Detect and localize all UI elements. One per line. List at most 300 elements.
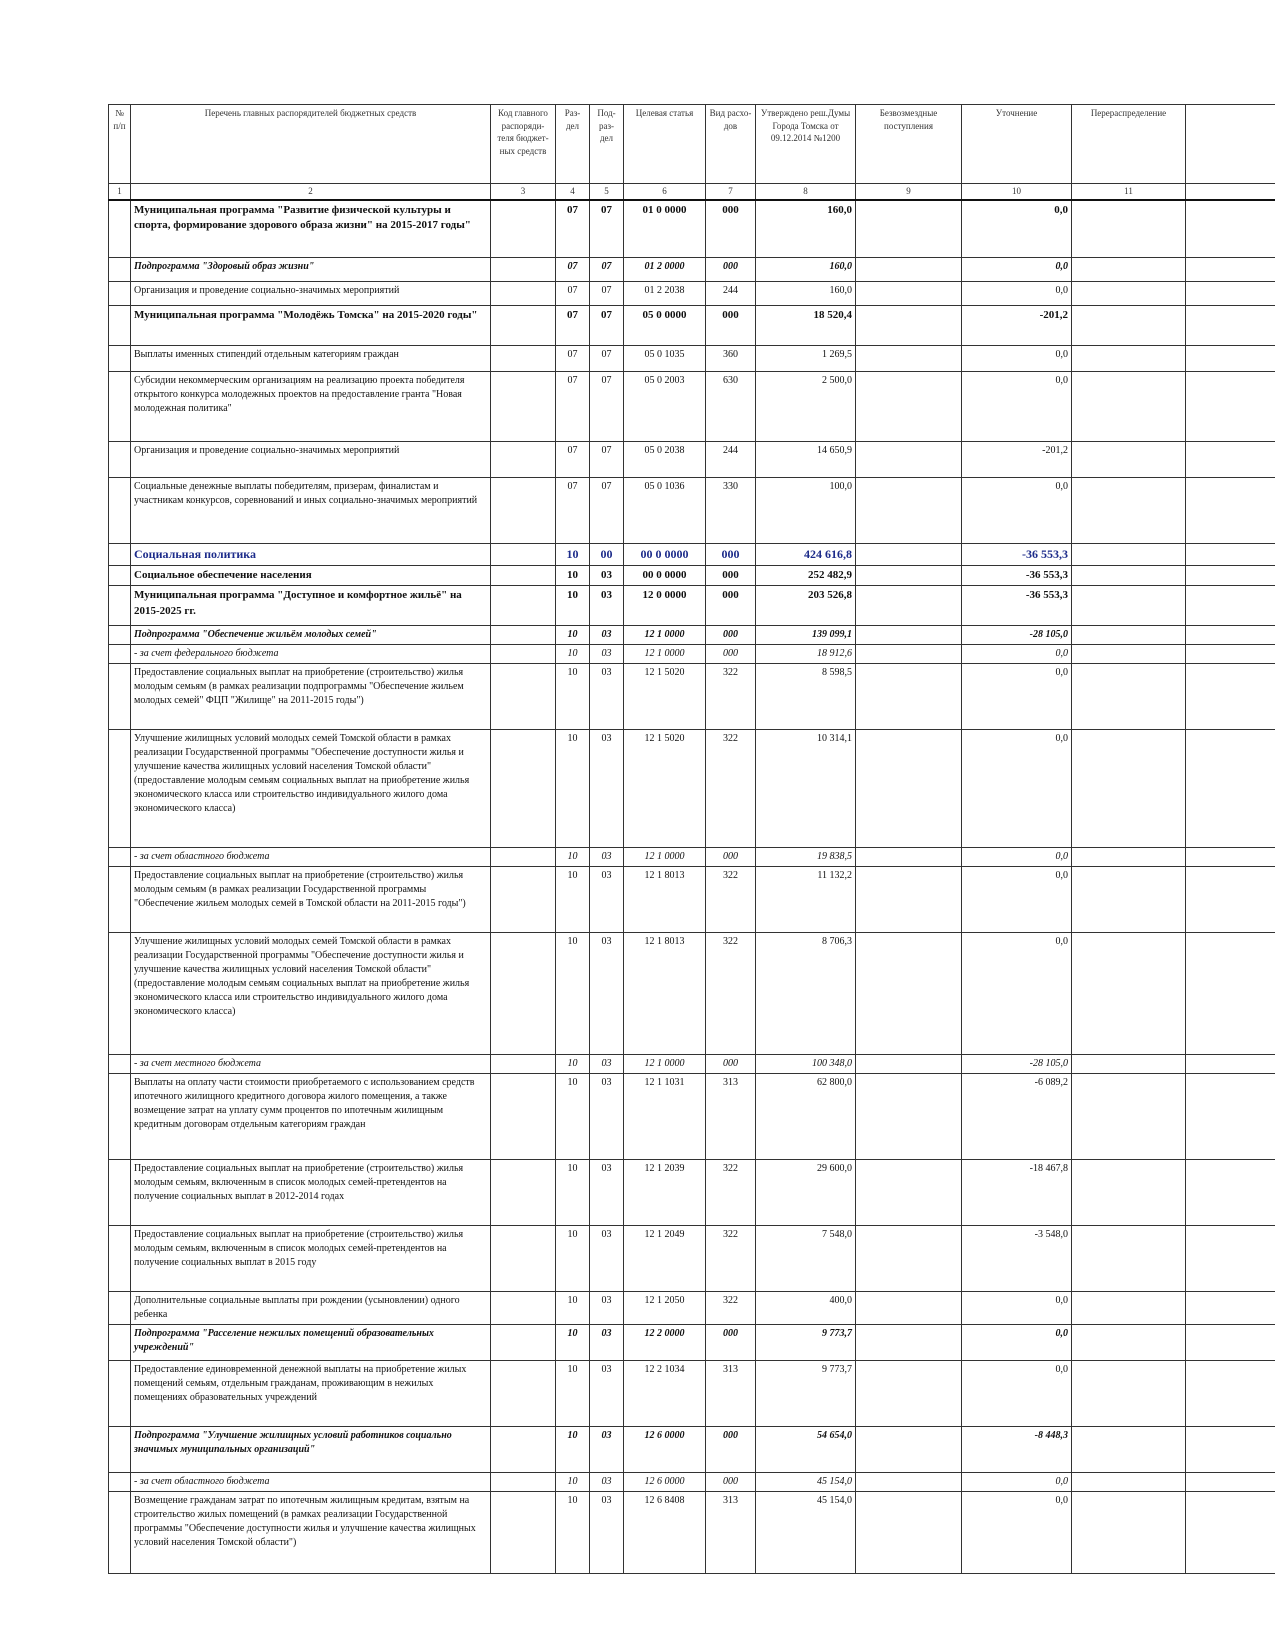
row-podrazdel: 03 [590, 1160, 624, 1226]
row-name: Муниципальная программа "Молодёжь Томска" на 2015-2020 годы" [131, 306, 491, 346]
budget-rows [109, 200, 1275, 1574]
row-free [856, 372, 962, 442]
row-name: Социальное обеспечение населения [131, 565, 491, 585]
row-redistribution [1072, 200, 1186, 258]
row-adjustment: 0,0 [962, 258, 1072, 282]
row-free [856, 1292, 962, 1325]
table-row [109, 664, 1275, 730]
row-target: 12 1 8013 [624, 867, 706, 933]
row-approved: 160,0 [756, 200, 856, 258]
row-number [109, 1074, 131, 1160]
table-row [109, 200, 1275, 258]
row-extra [1186, 1226, 1275, 1292]
row-extra [1186, 626, 1275, 645]
row-target: 12 1 2039 [624, 1160, 706, 1226]
row-vid: 000 [706, 544, 756, 566]
row-approved: 45 154,0 [756, 1473, 856, 1492]
row-target: 12 6 8408 [624, 1492, 706, 1574]
row-approved: 54 654,0 [756, 1427, 856, 1473]
row-razdel: 10 [556, 544, 590, 566]
row-adjustment: 0,0 [962, 1492, 1072, 1574]
row-extra [1186, 1325, 1275, 1361]
column-number-row [109, 184, 1275, 200]
header-cell: Под-раз-дел [590, 105, 624, 184]
table-row [109, 1427, 1275, 1473]
row-extra [1186, 1427, 1275, 1473]
row-redistribution [1072, 586, 1186, 626]
row-name: Предоставление социальных выплат на приобретение (строительство) жилья молодым семьям, включенным в список молодых семей-претендентов на получение социальных выплат в 2012-2014 годах [131, 1160, 491, 1226]
row-vid: 000 [706, 258, 756, 282]
row-vid: 322 [706, 730, 756, 848]
column-number: 4 [556, 184, 590, 200]
row-free [856, 306, 962, 346]
row-adjustment: -36 553,3 [962, 544, 1072, 566]
row-name: Муниципальная программа "Доступное и комфортное жильё" на 2015-2025 гг. [131, 586, 491, 626]
row-extra [1186, 258, 1275, 282]
row-podrazdel: 03 [590, 664, 624, 730]
row-number [109, 1473, 131, 1492]
row-vid: 000 [706, 645, 756, 664]
row-name: Предоставление единовременной денежной выплаты на приобретение жилых помещений семьям, отдельным гражданам, проживающим в нежилых помещениях образовательных учреждений [131, 1361, 491, 1427]
row-razdel: 10 [556, 1492, 590, 1574]
row-approved: 100,0 [756, 478, 856, 544]
row-name: Дополнительные социальные выплаты при рождении (усыновлении) одного ребенка [131, 1292, 491, 1325]
row-adjustment: -201,2 [962, 306, 1072, 346]
row-target: 05 0 0000 [624, 306, 706, 346]
row-number [109, 848, 131, 867]
row-razdel: 10 [556, 586, 590, 626]
row-code [491, 1055, 556, 1074]
table-row [109, 1055, 1275, 1074]
row-code [491, 664, 556, 730]
row-extra [1186, 933, 1275, 1055]
row-adjustment: 0,0 [962, 200, 1072, 258]
row-vid: 360 [706, 346, 756, 372]
row-adjustment: -36 553,3 [962, 586, 1072, 626]
row-extra [1186, 1074, 1275, 1160]
table-row [109, 565, 1275, 585]
row-target: 00 0 0000 [624, 544, 706, 566]
row-extra [1186, 442, 1275, 478]
row-vid: 630 [706, 372, 756, 442]
row-extra [1186, 282, 1275, 306]
row-name: Подпрограмма "Обеспечение жильём молодых семей" [131, 626, 491, 645]
table-row [109, 282, 1275, 306]
table-row [109, 626, 1275, 645]
row-podrazdel: 03 [590, 626, 624, 645]
row-target: 01 0 0000 [624, 200, 706, 258]
row-name: Улучшение жилищных условий молодых семей Томской области в рамках реализации Государственной программы "Обеспечение доступности жилья и улучшение качества жилищных условий населения Томской области" (предоставление молодым семьям социальных выплат на приобретение жилья экономического класса или строительство индивидуального жилого дома экономического класса) [131, 933, 491, 1055]
row-extra [1186, 1492, 1275, 1574]
row-podrazdel: 07 [590, 372, 624, 442]
row-approved: 1 269,5 [756, 346, 856, 372]
row-approved: 29 600,0 [756, 1160, 856, 1226]
row-code [491, 1325, 556, 1361]
row-vid: 000 [706, 1055, 756, 1074]
row-name: Социальная политика [131, 544, 491, 566]
row-target: 05 0 1035 [624, 346, 706, 372]
row-adjustment: 0,0 [962, 1292, 1072, 1325]
row-code [491, 586, 556, 626]
row-approved: 7 548,0 [756, 1226, 856, 1292]
row-vid: 000 [706, 626, 756, 645]
column-number: 10 [962, 184, 1072, 200]
row-razdel: 10 [556, 1361, 590, 1427]
row-code [491, 478, 556, 544]
row-adjustment: 0,0 [962, 933, 1072, 1055]
row-razdel: 10 [556, 645, 590, 664]
row-razdel: 10 [556, 1055, 590, 1074]
row-target: 12 2 1034 [624, 1361, 706, 1427]
row-adjustment: -8 448,3 [962, 1427, 1072, 1473]
row-code [491, 1074, 556, 1160]
row-redistribution [1072, 1074, 1186, 1160]
table-row [109, 346, 1275, 372]
row-target: 12 6 0000 [624, 1427, 706, 1473]
row-adjustment: 0,0 [962, 1325, 1072, 1361]
row-adjustment: -201,2 [962, 442, 1072, 478]
row-target: 01 2 0000 [624, 258, 706, 282]
row-adjustment: -18 467,8 [962, 1160, 1072, 1226]
row-code [491, 626, 556, 645]
row-approved: 100 348,0 [756, 1055, 856, 1074]
row-approved: 8 598,5 [756, 664, 856, 730]
row-name: Выплаты на оплату части стоимости приобретаемого с использованием средств ипотечного жилищного кредитного договора жилого помещения, а также возмещение затрат на уплату сумм процентов по ипотечным жилищным кредитным договорам отдельным категориям граждан [131, 1074, 491, 1160]
row-name: Возмещение гражданам затрат по ипотечным жилищным кредитам, взятым на строительство жилых помещений (в рамках реализации Государственной программы "Обеспечение доступности жилья и улучшение качества жилищных условий населения Томской области") [131, 1492, 491, 1574]
row-target: 12 1 0000 [624, 626, 706, 645]
row-extra [1186, 1160, 1275, 1226]
row-vid: 322 [706, 867, 756, 933]
row-vid: 322 [706, 1292, 756, 1325]
row-approved: 9 773,7 [756, 1361, 856, 1427]
row-name: - за счет местного бюджета [131, 1055, 491, 1074]
row-podrazdel: 07 [590, 478, 624, 544]
row-approved: 62 800,0 [756, 1074, 856, 1160]
budget-sheet [108, 104, 1275, 1574]
row-vid: 000 [706, 200, 756, 258]
row-approved: 2 500,0 [756, 372, 856, 442]
row-podrazdel: 03 [590, 1226, 624, 1292]
row-extra [1186, 664, 1275, 730]
row-approved: 424 616,8 [756, 544, 856, 566]
row-target: 12 6 0000 [624, 1473, 706, 1492]
column-number: 2 [131, 184, 491, 200]
row-number [109, 1292, 131, 1325]
row-extra [1186, 1361, 1275, 1427]
row-razdel: 10 [556, 626, 590, 645]
row-name: Улучшение жилищных условий молодых семей Томской области в рамках реализации Государственной программы "Обеспечение доступности жилья и улучшение качества жилищных условий населения Томской области" (предоставление молодым семьям социальных выплат на приобретение жилья экономического класса или строительство индивидуального жилого дома экономического класса) [131, 730, 491, 848]
row-razdel: 07 [556, 346, 590, 372]
row-vid: 000 [706, 848, 756, 867]
row-vid: 330 [706, 478, 756, 544]
row-podrazdel: 07 [590, 282, 624, 306]
row-number [109, 933, 131, 1055]
row-free [856, 626, 962, 645]
row-number [109, 1226, 131, 1292]
row-razdel: 10 [556, 1226, 590, 1292]
row-name: Субсидии некоммерческим организациям на реализацию проекта победителя открытого конкурса молодежных проектов на предоставление гранта "Новая молодежная политика" [131, 372, 491, 442]
table-row [109, 848, 1275, 867]
header-cell-extra [1186, 105, 1275, 184]
row-adjustment: 0,0 [962, 730, 1072, 848]
row-adjustment: 0,0 [962, 478, 1072, 544]
row-code [491, 544, 556, 566]
row-redistribution [1072, 372, 1186, 442]
column-number-extra [1186, 184, 1275, 200]
row-adjustment: 0,0 [962, 1473, 1072, 1492]
row-vid: 322 [706, 1160, 756, 1226]
row-free [856, 1160, 962, 1226]
header-cell: Перечень главных распорядителей бюджетных средств [131, 105, 491, 184]
row-name: Подпрограмма "Здоровый образ жизни" [131, 258, 491, 282]
row-redistribution [1072, 1055, 1186, 1074]
row-approved: 252 482,9 [756, 565, 856, 585]
row-redistribution [1072, 346, 1186, 372]
header-cell: Код главного распоряди-теля бюджет-ных средств [491, 105, 556, 184]
row-redistribution [1072, 1160, 1186, 1226]
row-number [109, 565, 131, 585]
row-code [491, 1492, 556, 1574]
row-redistribution [1072, 1427, 1186, 1473]
row-redistribution [1072, 867, 1186, 933]
row-razdel: 10 [556, 848, 590, 867]
row-razdel: 10 [556, 1325, 590, 1361]
row-target: 05 0 1036 [624, 478, 706, 544]
row-vid: 244 [706, 282, 756, 306]
row-adjustment: -36 553,3 [962, 565, 1072, 585]
row-name: Предоставление социальных выплат на приобретение (строительство) жилья молодым семьям (в рамках реализации Государственной программы "Обеспечение жильем молодых семей в Томской области на 2011-2015 годы") [131, 867, 491, 933]
row-approved: 18 520,4 [756, 306, 856, 346]
row-approved: 19 838,5 [756, 848, 856, 867]
row-code [491, 306, 556, 346]
row-name: Социальные денежные выплаты победителям, призерам, финалистам и участникам конкурсов, соревнований и иных социально-значимых мероприятий [131, 478, 491, 544]
row-podrazdel: 03 [590, 565, 624, 585]
table-row [109, 645, 1275, 664]
row-podrazdel: 03 [590, 586, 624, 626]
row-razdel: 07 [556, 258, 590, 282]
row-free [856, 848, 962, 867]
row-free [856, 346, 962, 372]
row-razdel: 07 [556, 282, 590, 306]
row-number [109, 282, 131, 306]
row-adjustment: 0,0 [962, 346, 1072, 372]
row-approved: 139 099,1 [756, 626, 856, 645]
table-row [109, 1492, 1275, 1574]
row-redistribution [1072, 258, 1186, 282]
row-podrazdel: 03 [590, 1473, 624, 1492]
row-razdel: 10 [556, 1427, 590, 1473]
row-name: Предоставление социальных выплат на приобретение (строительство) жилья молодым семьям, включенным в список молодых семей-претендентов на получение социальных выплат в 2015 году [131, 1226, 491, 1292]
header-cell: Уточнение [962, 105, 1072, 184]
row-code [491, 282, 556, 306]
row-podrazdel: 03 [590, 645, 624, 664]
row-razdel: 10 [556, 933, 590, 1055]
row-code [491, 200, 556, 258]
row-code [491, 645, 556, 664]
row-extra [1186, 565, 1275, 585]
row-podrazdel: 03 [590, 1325, 624, 1361]
header-cell: № п/п [109, 105, 131, 184]
row-adjustment: -28 105,0 [962, 626, 1072, 645]
table-row [109, 1292, 1275, 1325]
row-target: 05 0 2038 [624, 442, 706, 478]
row-target: 12 1 8013 [624, 933, 706, 1055]
row-redistribution [1072, 1492, 1186, 1574]
row-vid: 000 [706, 586, 756, 626]
row-extra [1186, 586, 1275, 626]
row-razdel: 10 [556, 565, 590, 585]
row-vid: 244 [706, 442, 756, 478]
row-adjustment: 0,0 [962, 1361, 1072, 1427]
row-code [491, 1226, 556, 1292]
row-redistribution [1072, 1473, 1186, 1492]
row-number [109, 1361, 131, 1427]
row-redistribution [1072, 1292, 1186, 1325]
table-row [109, 1160, 1275, 1226]
header-cell: Вид расхо-дов [706, 105, 756, 184]
row-number [109, 1325, 131, 1361]
row-free [856, 1473, 962, 1492]
row-redistribution [1072, 730, 1186, 848]
row-extra [1186, 1055, 1275, 1074]
row-free [856, 1074, 962, 1160]
row-number [109, 586, 131, 626]
row-adjustment: -3 548,0 [962, 1226, 1072, 1292]
row-code [491, 1473, 556, 1492]
row-vid: 313 [706, 1074, 756, 1160]
row-number [109, 664, 131, 730]
table-row [109, 933, 1275, 1055]
row-number [109, 1055, 131, 1074]
row-free [856, 1492, 962, 1574]
row-target: 12 0 0000 [624, 586, 706, 626]
row-redistribution [1072, 664, 1186, 730]
row-razdel: 07 [556, 478, 590, 544]
row-redistribution [1072, 282, 1186, 306]
row-number [109, 730, 131, 848]
header-cell: Безвозмездные поступления [856, 105, 962, 184]
row-podrazdel: 03 [590, 933, 624, 1055]
table-row [109, 730, 1275, 848]
row-target: 00 0 0000 [624, 565, 706, 585]
row-redistribution [1072, 306, 1186, 346]
row-razdel: 10 [556, 1160, 590, 1226]
row-approved: 160,0 [756, 258, 856, 282]
row-number [109, 372, 131, 442]
row-redistribution [1072, 1361, 1186, 1427]
header-cell: Утверждено реш.Думы Города Томска от 09.12.2014 №1200 [756, 105, 856, 184]
row-free [856, 544, 962, 566]
row-approved: 18 912,6 [756, 645, 856, 664]
row-extra [1186, 544, 1275, 566]
row-razdel: 10 [556, 664, 590, 730]
row-redistribution [1072, 1325, 1186, 1361]
row-free [856, 1361, 962, 1427]
row-redistribution [1072, 565, 1186, 585]
row-razdel: 07 [556, 306, 590, 346]
row-redistribution [1072, 848, 1186, 867]
row-adjustment: 0,0 [962, 282, 1072, 306]
row-podrazdel: 07 [590, 442, 624, 478]
row-approved: 400,0 [756, 1292, 856, 1325]
row-free [856, 867, 962, 933]
budget-table [108, 104, 1275, 1574]
row-extra [1186, 730, 1275, 848]
row-razdel: 10 [556, 1074, 590, 1160]
column-number: 8 [756, 184, 856, 200]
row-target: 12 1 1031 [624, 1074, 706, 1160]
row-podrazdel: 03 [590, 867, 624, 933]
row-extra [1186, 478, 1275, 544]
row-extra [1186, 645, 1275, 664]
row-free [856, 478, 962, 544]
row-vid: 000 [706, 1473, 756, 1492]
row-code [491, 346, 556, 372]
row-number [109, 1492, 131, 1574]
row-podrazdel: 07 [590, 306, 624, 346]
row-extra [1186, 200, 1275, 258]
row-vid: 000 [706, 1325, 756, 1361]
table-row [109, 1361, 1275, 1427]
row-extra [1186, 1292, 1275, 1325]
row-number [109, 442, 131, 478]
row-name: - за счет областного бюджета [131, 848, 491, 867]
row-name: - за счет областного бюджета [131, 1473, 491, 1492]
row-code [491, 1361, 556, 1427]
row-code [491, 933, 556, 1055]
row-podrazdel: 00 [590, 544, 624, 566]
header-cell: Целевая статья [624, 105, 706, 184]
row-target: 12 1 5020 [624, 664, 706, 730]
table-row [109, 442, 1275, 478]
row-podrazdel: 03 [590, 1427, 624, 1473]
row-extra [1186, 1473, 1275, 1492]
row-code [491, 1427, 556, 1473]
row-number [109, 626, 131, 645]
row-adjustment: -6 089,2 [962, 1074, 1072, 1160]
row-vid: 322 [706, 933, 756, 1055]
row-name: Муниципальная программа "Развитие физической культуры и спорта, формирование здорового образа жизни" на 2015-2017 годы" [131, 200, 491, 258]
row-number [109, 867, 131, 933]
row-vid: 313 [706, 1492, 756, 1574]
table-row [109, 372, 1275, 442]
column-number: 1 [109, 184, 131, 200]
row-free [856, 1325, 962, 1361]
row-code [491, 848, 556, 867]
row-razdel: 10 [556, 867, 590, 933]
row-redistribution [1072, 478, 1186, 544]
table-row [109, 544, 1275, 566]
row-name: Организация и проведение социально-значимых мероприятий [131, 442, 491, 478]
row-razdel: 10 [556, 730, 590, 848]
row-podrazdel: 07 [590, 346, 624, 372]
row-vid: 322 [706, 664, 756, 730]
row-number [109, 478, 131, 544]
row-target: 12 1 2049 [624, 1226, 706, 1292]
row-code [491, 1292, 556, 1325]
row-approved: 11 132,2 [756, 867, 856, 933]
row-podrazdel: 03 [590, 1492, 624, 1574]
column-number: 7 [706, 184, 756, 200]
row-approved: 9 773,7 [756, 1325, 856, 1361]
row-redistribution [1072, 1226, 1186, 1292]
row-vid: 322 [706, 1226, 756, 1292]
row-podrazdel: 03 [590, 1361, 624, 1427]
row-podrazdel: 03 [590, 1074, 624, 1160]
row-free [856, 442, 962, 478]
row-number [109, 200, 131, 258]
table-row [109, 258, 1275, 282]
